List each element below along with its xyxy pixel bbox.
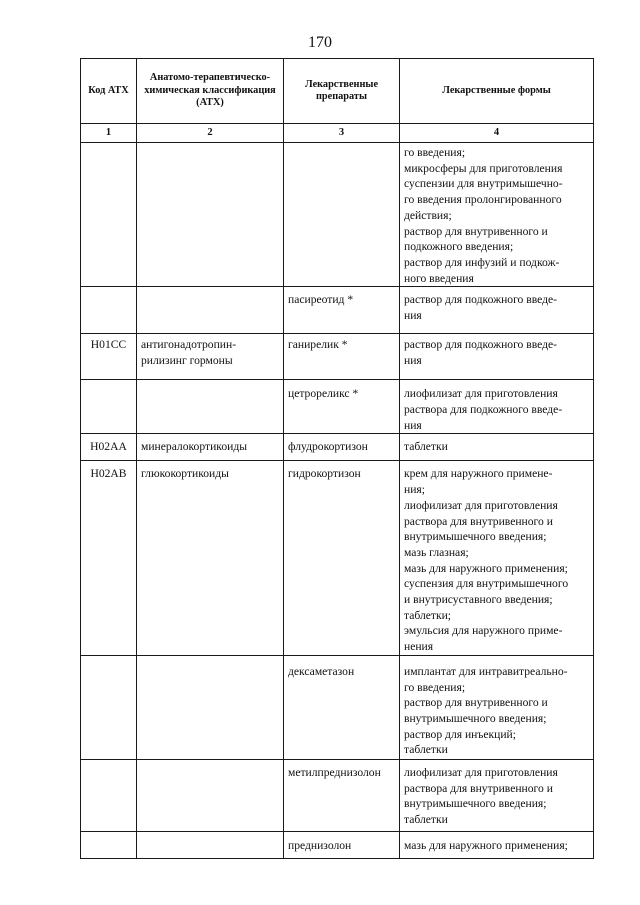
classification-cell xyxy=(137,434,284,461)
dosage-form-line: внутримышечного введения; xyxy=(404,711,547,725)
drug-name-cell: метилпреднизолон xyxy=(284,759,400,831)
dosage-forms-cell xyxy=(400,655,594,759)
drug-name-cell: флудрокортизон xyxy=(284,434,400,461)
dosage-form-line: ного введения xyxy=(404,271,474,285)
table-row xyxy=(81,287,594,334)
dosage-form-line: лиофилизат для приготовления xyxy=(404,765,558,779)
dosage-form-line: раствор для подкожного введе- xyxy=(404,338,558,352)
table-row xyxy=(81,831,594,858)
table-row xyxy=(81,334,594,380)
dosage-forms-cell xyxy=(400,334,594,380)
classification-cell xyxy=(137,759,284,831)
drug-name-cell: ганирелик * xyxy=(284,334,400,380)
drug-name-cell: цетрореликс * xyxy=(284,380,400,434)
dosage-forms-cell xyxy=(400,461,594,655)
header-classification: Анатомо-терапевтическо-химическая классификация (АТХ) xyxy=(137,59,284,124)
dosage-form-line: внутримышечного введения; xyxy=(404,530,547,544)
dosage-form-line: имплантат для интравитреально- xyxy=(404,664,568,678)
table-row xyxy=(81,143,594,287)
dosage-form-line: ния xyxy=(404,354,422,368)
drug-name-cell: дексаметазон xyxy=(284,655,400,759)
dosage-form-line: действия; xyxy=(404,208,452,222)
drug-name-cell: преднизолон xyxy=(284,831,400,858)
dosage-form-line: внутримышечного введения; xyxy=(404,797,547,811)
dosage-form-line: таблетки; xyxy=(404,608,452,622)
dosage-forms-cell xyxy=(400,143,594,287)
classification-line: глюкокортикоиды xyxy=(141,467,229,481)
dosage-form-line: ния xyxy=(404,309,422,323)
classification-cell xyxy=(137,461,284,655)
classification-cell xyxy=(137,380,284,434)
drug-name-cell: гидрокортизон xyxy=(284,461,400,655)
atx-code-cell xyxy=(81,655,137,759)
dosage-form-line: нения xyxy=(404,640,434,654)
atx-code-cell: H02AB xyxy=(81,461,137,655)
dosage-forms-cell xyxy=(400,434,594,461)
atx-code-cell xyxy=(81,759,137,831)
dosage-form-line: лиофилизат для приготовления xyxy=(404,498,558,512)
header-drugs: Лекарственные препараты xyxy=(284,59,400,124)
dosage-form-line: таблетки xyxy=(404,440,448,454)
atx-code-cell xyxy=(81,380,137,434)
table-row xyxy=(81,434,594,461)
dosage-form-line: раствора для подкожного введе- xyxy=(404,403,563,417)
dosage-form-line: раствора для внутривенного и xyxy=(404,514,553,528)
dosage-form-line: го введения; xyxy=(404,680,466,694)
dosage-form-line: эмульсия для наружного приме- xyxy=(404,624,563,638)
classification-line: минералокортикоиды xyxy=(141,440,248,454)
table-row xyxy=(81,461,594,655)
column-number: 2 xyxy=(137,124,284,143)
dosage-form-line: мазь глазная; xyxy=(404,545,469,559)
dosage-form-line: раствор для внутривенного и xyxy=(404,224,548,238)
header-row xyxy=(81,59,594,124)
header-forms: Лекарственные формы xyxy=(400,59,594,124)
classification-line: рилизинг гормоны xyxy=(141,354,233,368)
atx-code-cell: H01CC xyxy=(81,334,137,380)
dosage-form-line: лиофилизат для приготовления xyxy=(404,387,558,401)
dosage-form-line: раствора для внутривенного и xyxy=(404,781,553,795)
dosage-forms-cell xyxy=(400,380,594,434)
dosage-forms-cell xyxy=(400,831,594,858)
dosage-form-line: и внутрисуставного введения; xyxy=(404,593,553,607)
page-number: 170 xyxy=(308,34,332,51)
dosage-form-line: ния xyxy=(404,418,422,432)
atx-code-cell xyxy=(81,287,137,334)
column-number-row xyxy=(81,124,594,143)
drug-name-cell: пасиреотид * xyxy=(284,287,400,334)
dosage-form-line: раствор для внутривенного и xyxy=(404,696,548,710)
dosage-form-line: го введения пролонгированного xyxy=(404,193,562,207)
column-number: 3 xyxy=(284,124,400,143)
drug-name-cell xyxy=(284,143,400,287)
atx-code-cell: H02AA xyxy=(81,434,137,461)
dosage-form-line: раствор для инфузий и подкож- xyxy=(404,255,560,269)
dosage-form-line: раствор для инъекций; xyxy=(404,727,516,741)
classification-cell xyxy=(137,334,284,380)
dosage-forms-cell xyxy=(400,287,594,334)
dosage-forms-cell xyxy=(400,759,594,831)
classification-line: антигонадотропин- xyxy=(141,338,237,352)
dosage-form-line: крем для наружного примене- xyxy=(404,467,553,481)
table-row xyxy=(81,380,594,434)
dosage-form-line: суспензия для внутримышечного xyxy=(404,577,569,591)
dosage-form-line: мазь для наружного применения; xyxy=(404,561,568,575)
table-row xyxy=(81,759,594,831)
table-row xyxy=(81,655,594,759)
dosage-form-line: раствор для подкожного введе- xyxy=(404,293,558,307)
dosage-form-line: мазь для наружного применения; xyxy=(404,838,568,852)
dosage-form-line: микросферы для приготовления xyxy=(404,161,563,175)
column-number: 4 xyxy=(400,124,594,143)
atx-table xyxy=(80,58,594,859)
dosage-form-line: го введения; xyxy=(404,146,466,159)
classification-cell xyxy=(137,831,284,858)
atx-code-cell xyxy=(81,143,137,287)
dosage-form-line: таблетки xyxy=(404,743,448,757)
header-code: Код АТХ xyxy=(81,59,137,124)
dosage-form-line: суспензии для внутримышечно- xyxy=(404,177,563,191)
classification-cell xyxy=(137,655,284,759)
atx-code-cell xyxy=(81,831,137,858)
dosage-form-line: таблетки xyxy=(404,812,448,826)
dosage-form-line: ния; xyxy=(404,483,425,497)
classification-cell xyxy=(137,287,284,334)
dosage-form-line: подкожного введения; xyxy=(404,240,514,254)
column-number: 1 xyxy=(81,124,137,143)
classification-cell xyxy=(137,143,284,287)
